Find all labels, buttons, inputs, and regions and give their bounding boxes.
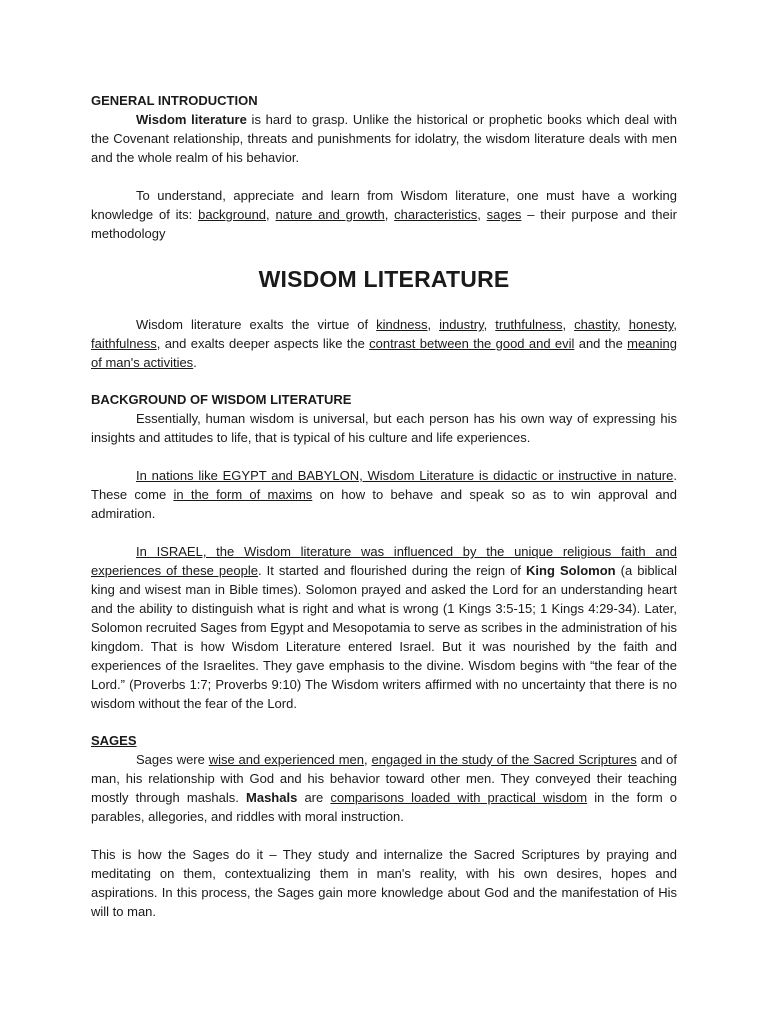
intro-p1-text: is hard to grasp. Unlike the historical or prophetic books which deal with the Covenant relationship, threats and punishments for idolatry, the wisdom literature deals with men and the whole realm of his behavior. [91,112,677,165]
virtues-paragraph [91,315,677,372]
form-of-maxims: in the form of maxims [173,487,313,502]
background-paragraph-3 [91,542,677,713]
separator: , [266,207,276,222]
separator: , [427,317,440,332]
virtue-kindness: kindness [376,317,428,332]
wisdom-literature-term: Wisdom literature [136,112,247,127]
background-paragraph-2 [91,466,677,523]
separator: , [384,207,395,222]
general-introduction-paragraph-1 [91,110,677,167]
intro-p2-lead: To understand, appreciate and learn from Wisdom literature, one must have a working knowledge of its: [91,188,677,222]
link-characteristics: characteristics [394,207,478,222]
mashals-term: Mashals [246,790,298,805]
background-paragraph-1: Essentially, human wisdom is universal, but each person has his own way of expressing his insights and attitudes to life, that is typical of his culture and life experiences. [91,411,677,445]
egypt-babylon-underlined: In nations like EGYPT and BABYLON, Wisdom Literature is didactic or instructive in nature [136,468,674,483]
separator: , [617,317,629,332]
virtues-and: and the [574,336,628,351]
bg-p2-text-2: on how to behave and speak so as to win approval and admiration. [91,487,677,521]
separator: , [477,207,487,222]
comparisons-practical-wisdom: comparisons loaded with practical wisdom [330,790,588,805]
document-title: WISDOM LITERATURE [258,266,510,292]
separator: , [364,752,372,767]
engaged-in-study: engaged in the study of the Sacred Scriptures [371,752,637,767]
bg-p3-text-1: . It started and flourished during the reign of [257,563,527,578]
contrast-good-evil: contrast between the good and evil [369,336,575,351]
sages-p1-text-1: Sages were [136,752,209,767]
background-heading: BACKGROUND OF WISDOM LITERATURE [91,392,352,407]
virtue-truthfulness: truthfulness [495,317,563,332]
virtue-honesty: honesty [628,317,674,332]
virtue-chastity: chastity [574,317,618,332]
separator: , [483,317,496,332]
sages-paragraph-2: This is how the Sages do it – They study and internalize the Sacred Scriptures by praying and meditating on them, contextualizing them in man's reality, with his own desires, hopes and aspirations. In this process, the Sages gain more knowledge about God and the manifestation of His will to man. [91,847,677,919]
intro-p2-tail: – their purpose and their methodology [91,207,677,241]
bg-p2-text-1: . These come [91,468,677,502]
king-solomon: King Solomon [526,563,616,578]
sages-heading: SAGES [91,733,137,748]
separator: , [673,317,677,332]
israel-underlined: In ISRAEL, the Wisdom literature was influenced by the unique religious faith and experiences of these people [91,544,677,578]
sages-paragraph-1 [91,750,677,826]
wise-experienced-men: wise and experienced men [208,752,365,767]
sages-p1-text-4: are [297,790,331,805]
document-page [91,91,677,921]
virtues-end: . [193,355,197,370]
link-sages: sages [486,207,522,222]
bg-p3-text-2: (a biblical king and wisest man in Bible times). Solomon prayed and asked the Lord for an understanding heart and the ability to distinguish what is right and what is wrong (1 Kings 3:5-15; 1 Kings 4:29-34). Later, Solomon recruited Sages from Egypt and Mesopotamia to serve as scribes in the administration of his kingdom. That is how Wisdom Literature entered Israel. But it was nourished by the faith and experiences of the Israelites. They gave emphasis to the divine. Wisdom begins with “the fear of the Lord.” (Proverbs 1:7; Proverbs 9:10) The Wisdom writers affirmed with no uncertainty that there is no wisdom without the fear of the Lord. [91,563,678,711]
general-introduction-paragraph-2 [91,186,677,243]
link-nature-and-growth: nature and growth [275,207,385,222]
general-introduction-heading: GENERAL INTRODUCTION [91,93,258,108]
meaning-of-activities: meaning of man's activities [91,336,678,370]
sages-p1-text-5: in the form o parables, allegories, and riddles with moral instruction. [91,790,677,824]
link-background: background [198,207,267,222]
virtues-lead: Wisdom literature exalts the virtue of [136,317,377,332]
virtue-industry: industry [439,317,484,332]
virtue-faithfulness: faithfulness [91,336,157,351]
separator: , [562,317,575,332]
virtues-mid: , and exalts deeper aspects like the [156,336,370,351]
sages-p1-text-3: and of man, his relationship with God and his behavior toward other men. They conveyed their teaching mostly through mashals. [91,752,677,805]
